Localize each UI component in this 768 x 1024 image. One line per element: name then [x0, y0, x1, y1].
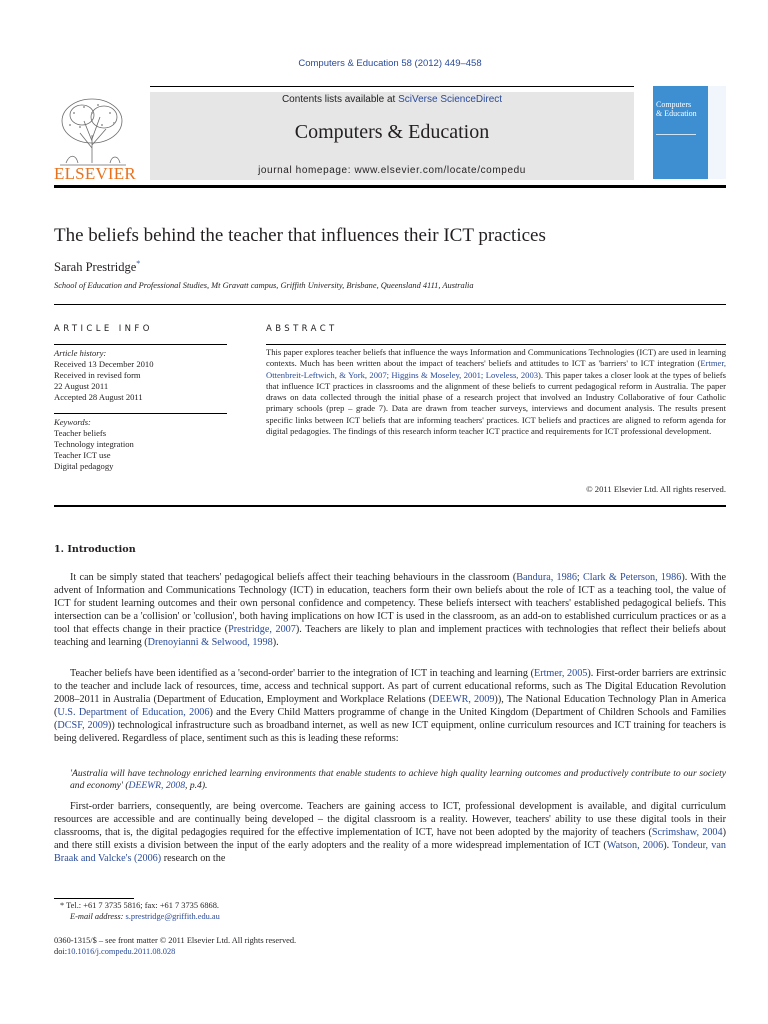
article-info-rule: [54, 344, 227, 345]
doi-label: doi:: [54, 947, 68, 956]
author-name: Sarah Prestridge: [54, 260, 137, 275]
text-run: research on the: [161, 852, 226, 864]
text-run: Teacher beliefs have been identified as a 'second-order' barrier to the integration of ICT in teaching and learning (: [70, 668, 534, 679]
cover-title: Computers & Education: [656, 100, 697, 118]
author-footnote-mark[interactable]: *: [136, 259, 141, 268]
keyword-item: Digital pedagogy: [54, 461, 114, 471]
article-title: The beliefs behind the teacher that influences their ICT practices: [54, 225, 546, 246]
header-top-rule: [150, 86, 634, 87]
history-item: 22 August 2011: [54, 381, 109, 391]
introduction-heading: 1. Introduction: [54, 544, 136, 555]
text-run: ) and there still exists a division between the input of the early adopters and the reality of a more widespread implementation of ICT (: [54, 826, 727, 851]
doi-line: [54, 947, 175, 956]
citation-link[interactable]: Drenoyianni & Selwood, 1998: [147, 636, 273, 648]
keywords-rule: [54, 413, 227, 414]
abstract-text: [266, 347, 726, 437]
text-run: )), The National Education Technology Plan in America (: [54, 693, 726, 718]
contents-prefix: Contents lists available at: [281, 94, 399, 105]
history-item: Accepted 28 August 2011: [54, 392, 143, 402]
elsevier-wordmark[interactable]: ELSEVIER: [54, 164, 136, 183]
citation-link[interactable]: Clark & Peterson, 1986: [583, 572, 682, 583]
journal-title: Computers & Education: [294, 121, 490, 143]
header-bottom-rule: [54, 185, 726, 188]
history-item: Received 13 December 2010: [54, 359, 154, 369]
abstract-copyright: © 2011 Elsevier Ltd. All rights reserved.: [586, 484, 726, 494]
text-run: )) technological infrastructure such as broadband internet, as well as new ICT equipment, online curriculum resources and ICT training for teachers is being delivered. Regardless of place, sentiment such as this is leading these reforms:: [54, 719, 727, 744]
cover-contents-block: [656, 134, 696, 168]
article-info-heading: ARTICLE INFO: [54, 324, 153, 334]
citation-link[interactable]: DEEWR, 2008: [128, 780, 186, 792]
abstract-text-part: This paper explores teacher beliefs that influence the ways Information and Communications Technologies (ICT) are used in learning contexts. Much has been written about the impact of teachers' beliefs and attitudes to ICT as 'barriers' to ICT integration (: [266, 347, 726, 369]
text-run: ). Teachers are likely to plan and implement practices with technologies that reflect their beliefs about teaching and learning (: [54, 623, 726, 648]
text-run: ). First-order barriers are extrinsic to the teacher and include lack of resources, time, access and technical support. As part of current educational reforms, such as The Digital Education Revolution 2008–2011 in Australia (Department of Education, Employment and Workplace Relations (: [54, 668, 726, 705]
journal-homepage[interactable]: journal homepage: www.elsevier.com/locate/compedu: [258, 165, 526, 176]
intro-paragraph-3: [54, 801, 726, 866]
citation-link[interactable]: U.S. Department of Education, 2006: [57, 706, 210, 718]
keyword-item: Technology integration: [54, 439, 134, 449]
author-affiliation: School of Education and Professional Studies, Mt Gravatt campus, Griffith University, Brisbane, Queensland 4111, Australia: [54, 281, 474, 290]
email-label: E-mail address:: [70, 912, 126, 921]
author-line: [54, 259, 140, 275]
citation-link[interactable]: Bandura, 1986: [516, 572, 577, 583]
doi-link[interactable]: 10.1016/j.compedu.2011.08.028: [67, 947, 176, 956]
citation-link[interactable]: DEEWR, 2009: [432, 693, 495, 705]
text-run: It can be simply stated that teachers' pedagogical beliefs affect their teaching behaviours in the classroom (: [70, 572, 517, 583]
email-link[interactable]: s.prestridge@griffith.edu.au: [125, 912, 220, 921]
abstract-text-part: ). This paper takes a closer look at the types of beliefs that influence ICT practices in classrooms and the alignment of these beliefs to current pedagogical reform in Australia. The paper draws on data collected through the initial phase of a research project that involved an Industry Collaborative of four Catholic primary schools (prep – grade 7). Data are drawn from teacher surveys, interviews and document analysis. The results present specific links between ICT beliefs that are informing teachers' practices. ICT beliefs and practices are aligned to reform agenda for digital pedagogies. The findings of this research inform teacher ICT practice and requirements for ICT professional development.: [266, 369, 727, 436]
footnote-rule: [54, 898, 134, 899]
contents-availability-line: [150, 94, 634, 105]
text-run: First-order barriers, consequently, are being overcome. Teachers are gaining access to ICT, professional development is available, and digital curriculum resources are accessible and are continually being developed – the digital classroom is a reality. However, teachers' ability to use these digital tools in their classrooms, that is, the digital pedagogies required for the effective implementation of ICT, have not been adopted by the majority of teachers (: [54, 801, 726, 838]
text-run: ). With the advent of Information and Communications Technology (ICT) in education, teachers form their own beliefs about the role of ICT as a teaching tool, the value of ICT for student learning outcomes and their own personal confidence and competency. These beliefs intersect with teachers' established pedagogical beliefs. This intersection can be a 'collision' or 'collusion', both having implications on how ICT is used in the classroom, as an add-on to established curriculum practices or as a tool that effects change in their practice (: [54, 572, 726, 635]
keyword-item: Teacher ICT use: [54, 450, 111, 460]
keywords-label: Keywords:: [54, 417, 91, 427]
citation-link[interactable]: Prestridge, 2007: [228, 623, 296, 635]
citation-link[interactable]: Ertmer, 2005: [533, 668, 588, 679]
history-label: Article history:: [54, 348, 107, 358]
abstract-bottom-rule: [54, 505, 726, 507]
sciencedirect-link[interactable]: SciVerse ScienceDirect: [398, 94, 503, 105]
issn-line: 0360-1315/$ – see front matter © 2011 Elsevier Ltd. All rights reserved.: [54, 936, 297, 945]
history-item: Received in revised form: [54, 370, 141, 380]
text-run: ) and the Every Child Matters programme of change in the United Kingdom (Department of Children Schools and Families (: [54, 706, 726, 731]
quote-text: 'Australia will have technology enriched learning environments that enable students to achieve high quality learning outcomes and productively contribute to our society and economy' (: [70, 768, 726, 792]
article-history: [54, 348, 154, 403]
author-footnote: * Tel.: +61 7 3735 5816; fax: +61 7 3735 6868.: [60, 901, 219, 910]
abstract-citation-link[interactable]: Ertmer, Ottenbreit-Leftwich, & York, 2007; Higgins & Moseley, 2001; Loveless, 2003: [266, 358, 726, 380]
intro-paragraph-2: [54, 668, 726, 745]
intro-paragraph-1: [54, 572, 726, 649]
citation-link[interactable]: DCSF, 2009: [57, 719, 108, 731]
citation-link[interactable]: Watson, 2006: [606, 839, 664, 851]
text-run: ).: [272, 636, 279, 648]
citation-link[interactable]: Scrimshaw, 2004: [651, 826, 723, 838]
text-run: ).: [663, 839, 673, 851]
cover-white-strip: [708, 86, 726, 179]
keywords-block: [54, 417, 134, 472]
quote-tail: , p.4).: [185, 780, 208, 792]
email-footnote: [70, 912, 220, 921]
reform-quote: [70, 768, 726, 793]
title-divider: [54, 304, 726, 305]
abstract-heading: ABSTRACT: [266, 324, 338, 334]
journal-citation[interactable]: Computers & Education 58 (2012) 449–458: [298, 58, 482, 69]
abstract-rule: [266, 344, 726, 345]
keyword-item: Teacher beliefs: [54, 428, 107, 438]
citation-link[interactable]: Tondeur, van Braak and Valcke's (2006): [54, 839, 726, 864]
text-run: ;: [576, 572, 583, 583]
journal-cover-thumbnail[interactable]: [653, 86, 726, 179]
